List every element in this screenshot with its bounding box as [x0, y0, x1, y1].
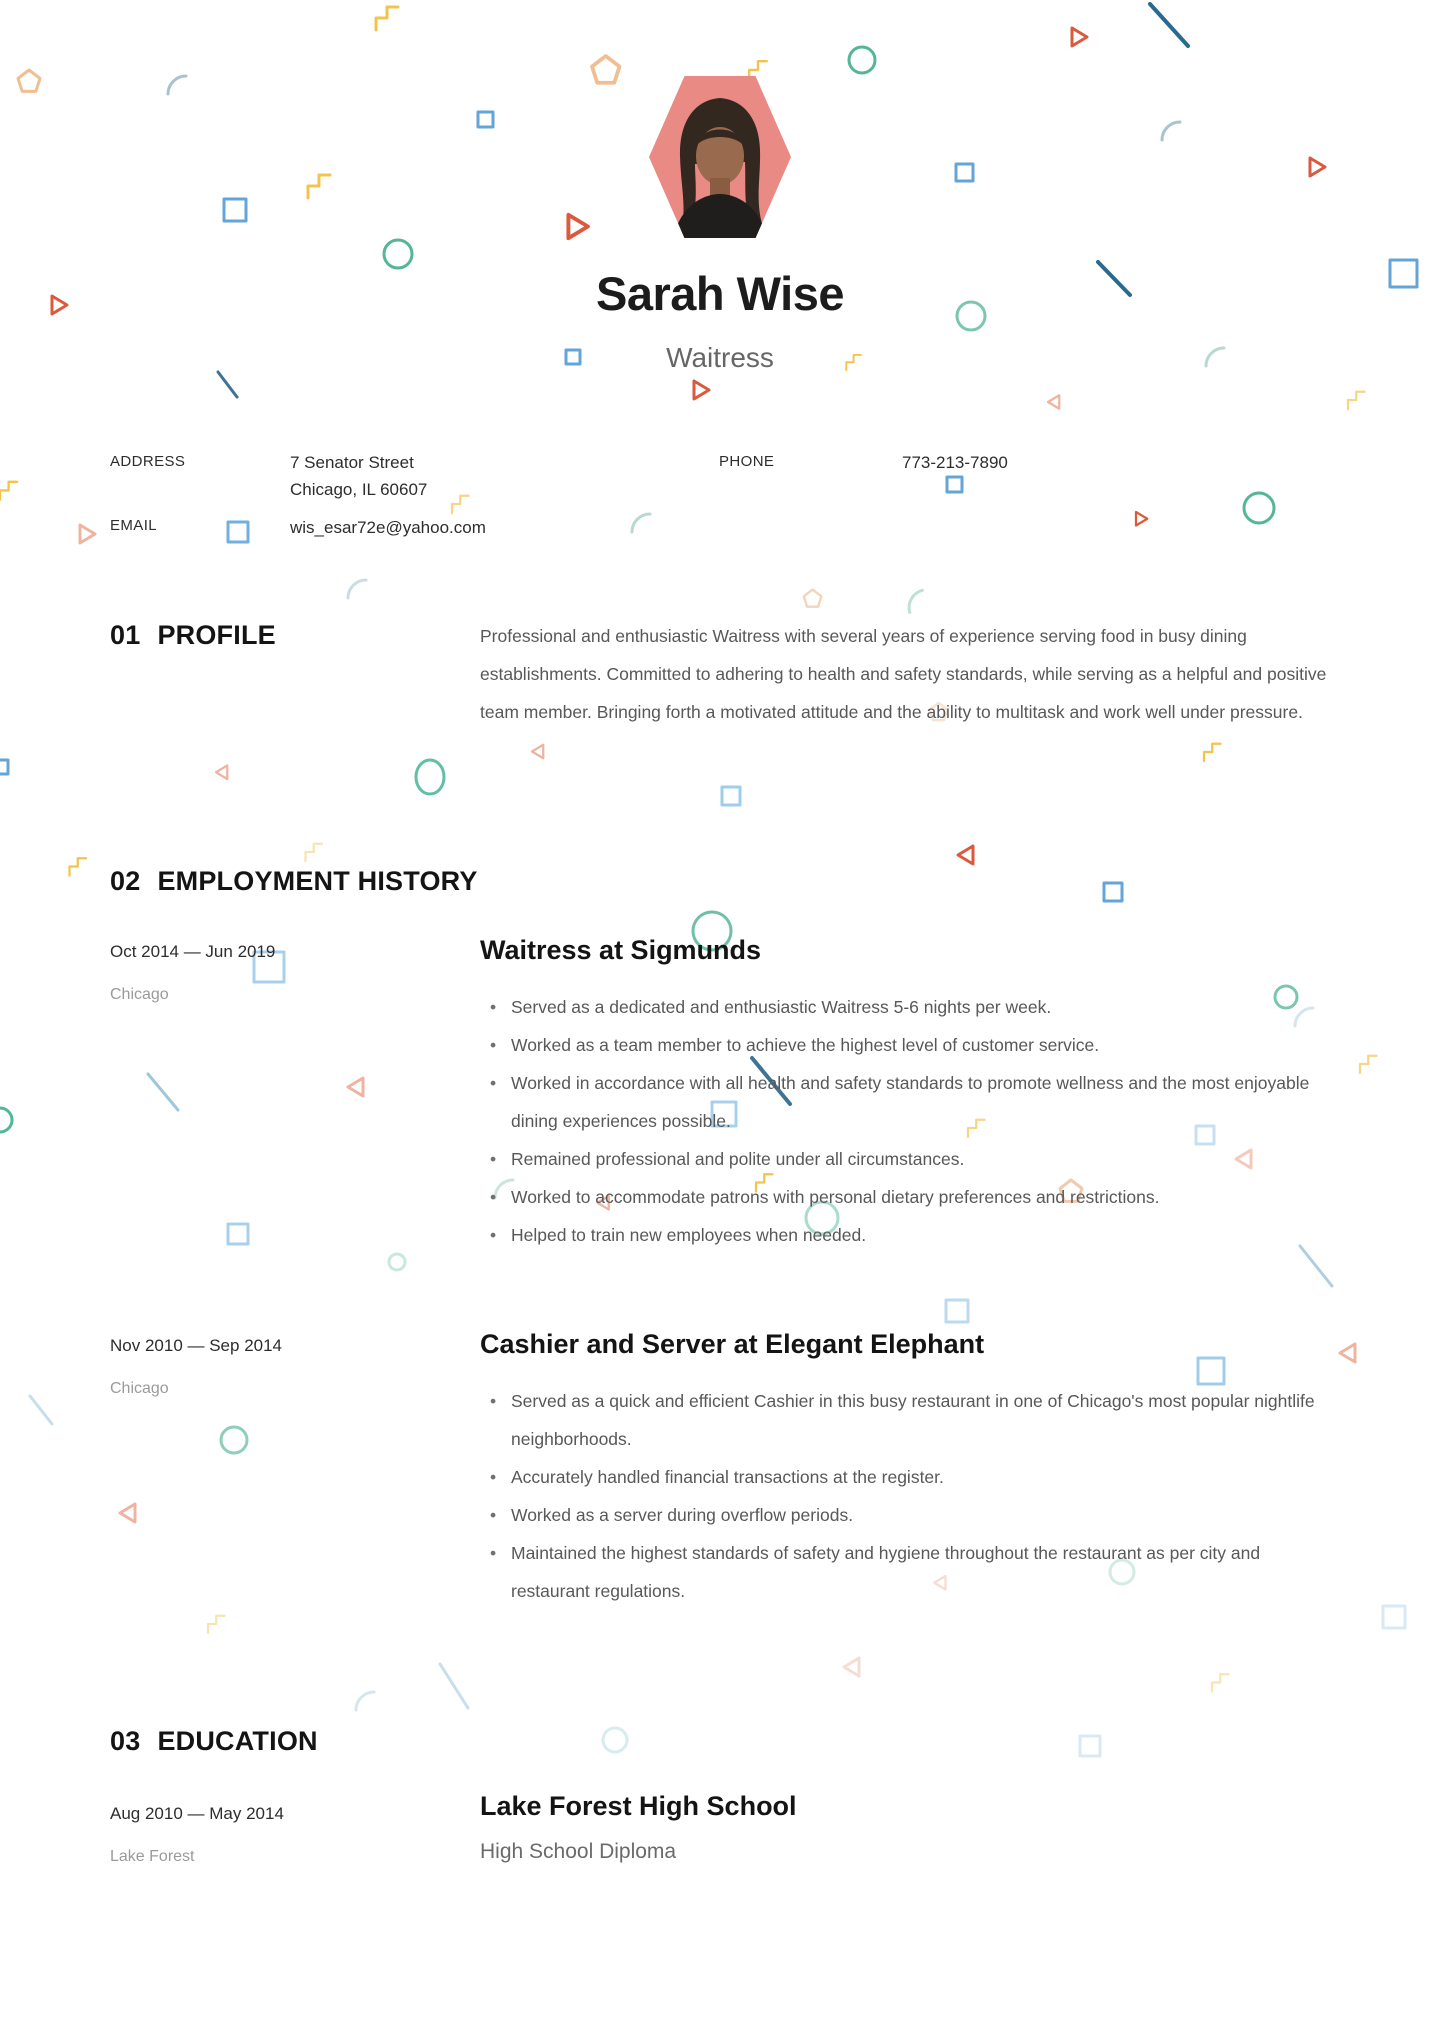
education-dates: Aug 2010 — May 2014	[110, 1804, 284, 1823]
bullet-item: • Maintained the highest standards of safety and hygiene throughout the restaurant as per city and restaurant regulations.	[480, 1534, 1342, 1610]
education-location: Lake Forest	[110, 1848, 195, 1865]
school-name: Lake Forest High School	[480, 1791, 797, 1821]
address-value	[290, 449, 427, 503]
phone-value: 773-213-7890	[902, 453, 1008, 472]
bullet-item: • Remained professional and polite under all circumstances.	[480, 1140, 1342, 1178]
job-dates: Nov 2010 — Sep 2014	[110, 1336, 283, 1355]
job-bullet-list	[480, 1382, 1342, 1610]
bullet-item: • Served as a quick and efficient Cashier in this busy restaurant in one of Chicago's most popular nightlife neighborhoods.	[480, 1382, 1342, 1458]
profile-photo	[649, 76, 791, 238]
profile-summary: Professional and enthusiastic Waitress with several years of experience serving food in busy dining establishments. Committed to adhering to health and safety standards, while serving as a helpful and positive team member. Bringing forth a motivated attitude and the ability to multitask and work well under pressure.	[480, 626, 1327, 722]
person-job-title: Waitress	[666, 342, 774, 373]
email-value: wis_esar72e@yahoo.com	[290, 518, 486, 537]
address-line2: Chicago, IL 60607	[290, 480, 428, 499]
bullet-item: • Worked as a server during overflow periods.	[480, 1496, 1342, 1534]
section-heading-employment	[110, 866, 478, 897]
person-name: Sarah Wise	[596, 267, 844, 320]
section-title: EMPLOYMENT HISTORY	[157, 866, 478, 896]
section-number: 03	[110, 1726, 141, 1756]
section-title: PROFILE	[157, 620, 276, 650]
section-heading-profile	[110, 620, 276, 651]
section-number: 02	[110, 866, 141, 896]
job-1-meta	[110, 942, 450, 1004]
bullet-item: • Worked in accordance with all health and safety standards to promote wellness and the most enjoyable dining experiences possible.	[480, 1064, 1342, 1140]
section-number: 01	[110, 620, 141, 650]
job-title: Waitress at Sigmunds	[480, 935, 762, 965]
email-label: EMAIL	[110, 517, 158, 534]
job-location: Chicago	[110, 1380, 169, 1397]
address-label: ADDRESS	[110, 453, 186, 470]
job-title: Cashier and Server at Elegant Elephant	[480, 1329, 985, 1359]
phone-label: PHONE	[719, 453, 775, 470]
job-bullet-list	[480, 988, 1342, 1254]
address-line1: 7 Senator Street	[290, 453, 414, 472]
job-2-details	[480, 1326, 1342, 1610]
education-details	[480, 1788, 1342, 1864]
bullet-item: • Worked as a team member to achieve the highest level of customer service.	[480, 1026, 1342, 1064]
degree-name: High School Diploma	[480, 1840, 677, 1863]
job-dates: Oct 2014 — Jun 2019	[110, 942, 276, 961]
bullet-item: • Helped to train new employees when needed.	[480, 1216, 1342, 1254]
section-heading-education	[110, 1726, 318, 1757]
education-meta	[110, 1804, 450, 1866]
job-1-details	[480, 932, 1342, 1254]
section-title: EDUCATION	[157, 1726, 318, 1756]
job-location: Chicago	[110, 986, 169, 1003]
bullet-item: • Served as a dedicated and enthusiastic Waitress 5-6 nights per week.	[480, 988, 1342, 1026]
job-2-meta	[110, 1336, 450, 1398]
bullet-item: • Worked to accommodate patrons with personal dietary preferences and restrictions.	[480, 1178, 1342, 1216]
bullet-item: • Accurately handled financial transactions at the register.	[480, 1458, 1342, 1496]
